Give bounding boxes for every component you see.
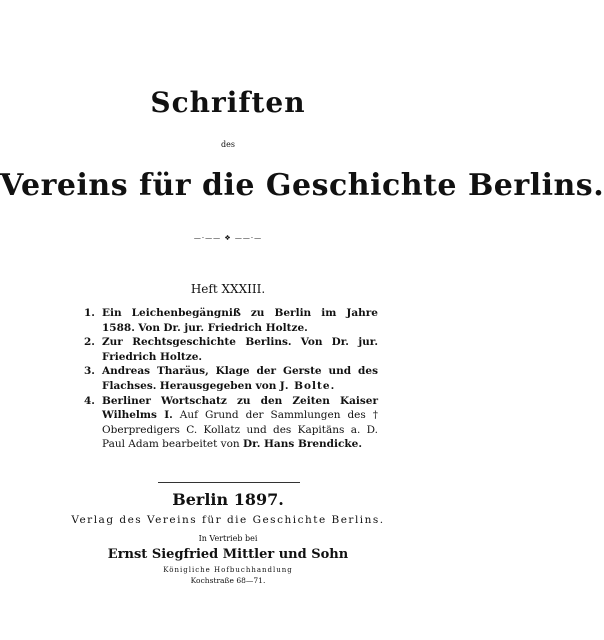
contents-entry-3 — [84, 364, 378, 393]
publisher-line: Verlag des Vereins für die Geschichte Berlins. — [71, 514, 385, 526]
entry-number: 4. — [84, 394, 95, 407]
entry-number: 3. — [84, 365, 95, 378]
entry-von: Von — [138, 321, 161, 334]
entry-text: Auf Grund der Sammlungen des † Oberpredigers C. Kollatz und des Kapitäns a. D. Paul Adam bearbeitet von — [102, 409, 378, 451]
distribution-label: In Vertrieb bei — [198, 534, 258, 543]
divider-rule — [158, 482, 300, 483]
entry-title: Andreas Tharäus, Klage der Gerste und des Flachses. — [102, 365, 378, 392]
title-connector: des — [221, 140, 235, 149]
entry-number: 1. — [84, 307, 95, 319]
entry-title: Berliner Wortschatz zu den Zeiten Kaiser Wilhelms I. — [102, 394, 378, 422]
place-and-year: Berlin 1897. — [172, 490, 284, 509]
entry-editor-note: Herausgegeben von — [159, 379, 277, 392]
contents-entry-1 — [84, 306, 378, 335]
entry-author: Dr. Hans Brendicke. — [243, 438, 362, 451]
society-name: Vereins für die Geschichte Berlins. — [0, 168, 604, 203]
contents-entry-2 — [84, 335, 378, 364]
court-bookshop: Königliche Hofbuchhandlung — [163, 566, 293, 574]
table-of-contents — [84, 306, 378, 452]
distributor-name: Ernst Siegfried Mittler und Sohn — [107, 547, 349, 562]
entry-editor: J. Bolte. — [279, 379, 336, 392]
entry-author: Dr. jur. Friedrich Holtze. — [163, 321, 308, 334]
issue-number: Heft XXXIII. — [190, 282, 266, 296]
entry-title: Ein Leichenbegängniß zu Berlin im Jahre 1588. — [102, 307, 378, 334]
series-title: Schriften — [150, 86, 306, 119]
contents-entry-4 — [84, 394, 378, 452]
entry-von: Von — [300, 336, 323, 349]
entry-author: Dr. jur. Friedrich Holtze. — [102, 336, 378, 363]
entry-number: 2. — [84, 336, 95, 349]
entry-title: Zur Rechtsgeschichte Berlins. — [102, 336, 292, 349]
ornament-divider: —·—— ❖ ——·— — [193, 234, 263, 242]
distributor-address: Kochstraße 68—71. — [190, 576, 266, 585]
